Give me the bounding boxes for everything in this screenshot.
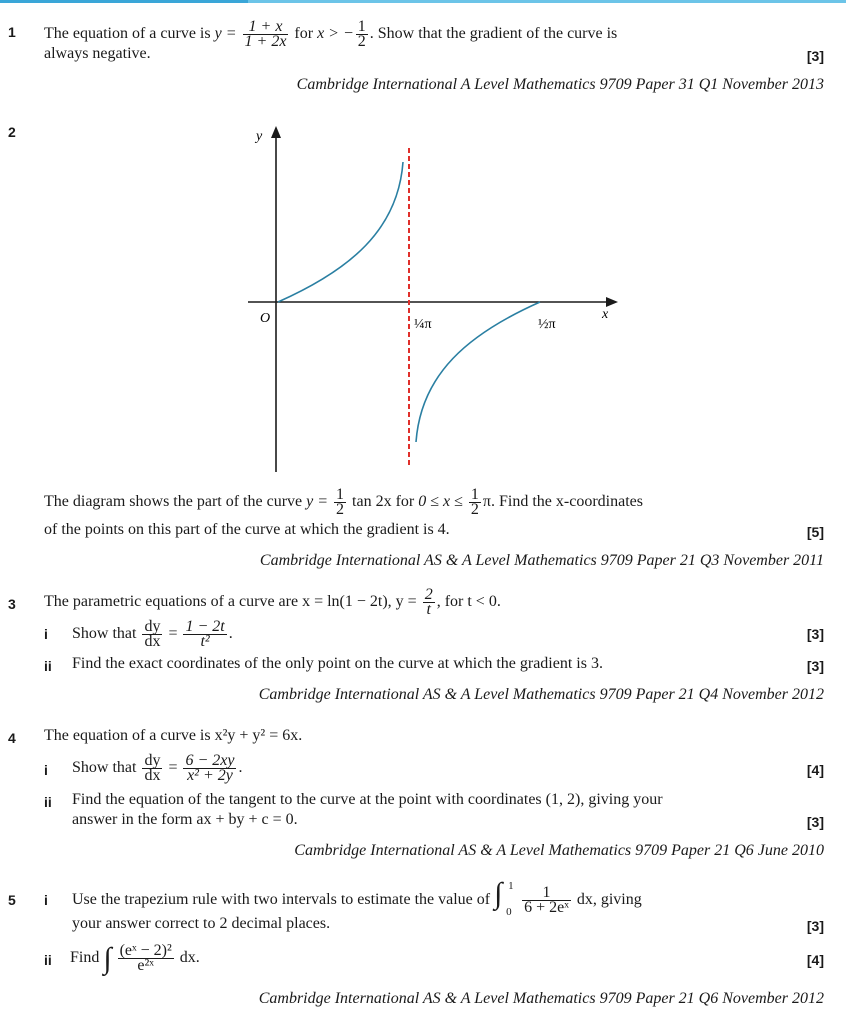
question-2-line-2: of the points on this part of the curve at which the gradient is 4.	[44, 521, 450, 538]
q1-statement: . Show that the gradient of the curve is	[369, 25, 618, 43]
q5-i-denominator: 6 + 2eˣ	[524, 899, 569, 916]
q5-i-text: Use the trapezium rule with two intervals to estimate the value of	[72, 891, 491, 909]
q3-i-fraction	[183, 620, 226, 649]
q2-half-denominator: 2	[336, 501, 345, 518]
question-4-part-ii-marks: [3]	[806, 814, 824, 830]
question-1-line-2: always negative.	[44, 45, 151, 62]
q5-i-dx: dx, giving	[576, 891, 642, 909]
curve-left-branch	[278, 162, 403, 302]
q2-tan: tan 2x	[352, 493, 392, 511]
question-3-part-i-label: i	[44, 626, 48, 642]
q5-i-fraction	[522, 886, 571, 915]
question-2-source: Cambridge International AS & A Level Mathematics 9709 Paper 21 Q3 November 2011	[259, 552, 824, 569]
q1-half-fraction	[356, 20, 368, 49]
question-3-line-1	[44, 588, 501, 617]
q4-i-equals: =	[168, 759, 178, 777]
q4-i-numerator: 6 − 2xy	[185, 752, 235, 769]
question-4-part-i	[72, 754, 242, 783]
question-4-number: 4	[8, 730, 16, 746]
q2-find-text: π. Find the x-coordinates	[482, 493, 643, 511]
question-5-part-ii-marks: [4]	[806, 952, 824, 968]
tick-label-quarter-pi: ¼π	[414, 317, 432, 332]
q1-intro: The equation of a curve is	[44, 25, 211, 43]
q4-i-fraction	[183, 754, 236, 783]
q1-fraction-numerator: 1 + x	[243, 20, 289, 35]
integral-symbol: ∫	[494, 876, 503, 910]
q1-half-denominator: 2	[357, 33, 366, 50]
q2-half-numerator: 1	[336, 486, 345, 503]
x-axis-label: x	[602, 307, 609, 322]
question-1-source: Cambridge International A Level Mathematics 9709 Paper 31 Q1 November 2013	[296, 76, 824, 93]
question-3-part-ii-label: ii	[44, 658, 52, 674]
question-5-part-i-line-2: your answer correct to 2 decimal places.	[72, 915, 331, 932]
q1-for: for	[294, 25, 314, 43]
q2-range: 0 ≤ x ≤	[418, 493, 463, 511]
integral-upper-limit: 1	[508, 879, 514, 892]
question-1-marks: [3]	[806, 48, 824, 64]
tick-label-half-pi: ½π	[538, 317, 556, 332]
q4-i-end: .	[238, 759, 243, 777]
q3-i-numerator: 1 − 2t	[185, 618, 225, 635]
x-axis-arrow	[606, 297, 618, 307]
question-1-number: 1	[8, 24, 16, 40]
q3-y-numerator: 2	[424, 586, 433, 603]
curve-right-branch	[416, 302, 540, 442]
q4-dydx	[142, 754, 162, 783]
question-4-part-i-marks: [4]	[806, 762, 824, 778]
q5-ii-denominator: e²ˣ	[137, 957, 154, 974]
question-2-number: 2	[8, 124, 16, 140]
question-3-source: Cambridge International AS & A Level Mathematics 9709 Paper 21 Q4 November 2012	[258, 686, 824, 703]
question-2-line-1	[44, 488, 643, 517]
q1-condition: x > −	[317, 25, 354, 43]
question-4-source: Cambridge International AS & A Level Mathematics 9709 Paper 21 Q6 June 2010	[294, 842, 824, 859]
question-3-part-ii: Find the exact coordinates of the only point on the curve at which the gradient is 3.	[72, 655, 603, 672]
q2-y-equals: y =	[306, 493, 329, 511]
question-5-part-ii	[70, 941, 200, 975]
q4-i-denominator: x² + 2y	[187, 767, 233, 784]
y-axis-arrow	[271, 126, 281, 138]
question-5-part-i-line-1	[72, 876, 642, 918]
q2-range-fraction	[469, 488, 481, 517]
q5-ii-text: Find	[70, 949, 100, 967]
q3-i-equals: =	[168, 625, 178, 643]
q3-dydx-numerator: dy	[144, 618, 161, 635]
question-3-part-ii-marks: [3]	[806, 658, 824, 674]
q2-half-fraction	[334, 488, 346, 517]
q5-ii-fraction	[118, 944, 174, 973]
question-5-part-i-label: i	[44, 892, 48, 908]
question-5-source: Cambridge International AS & A Level Mathematics 9709 Paper 21 Q6 November 2012	[258, 990, 824, 1007]
q3-dydx	[142, 620, 162, 649]
q4-i-text: Show that	[72, 759, 137, 777]
question-3-part-i	[72, 620, 233, 649]
question-5-number: 5	[8, 892, 16, 908]
question-4-part-ii-line-2: answer in the form ax + by + c = 0.	[72, 811, 298, 828]
q3-intro: The parametric equations of a curve are x = ln(1 − 2t), y =	[44, 593, 417, 611]
q4-dydx-numerator: dy	[144, 752, 161, 769]
q5-ii-dx: dx.	[179, 949, 200, 967]
q1-half-numerator: 1	[357, 18, 366, 35]
q5-ii-integral-symbol: ∫	[103, 941, 112, 975]
q5-integral-sign	[494, 876, 516, 918]
question-4-line-1: The equation of a curve is x²y + y² = 6x.	[44, 727, 303, 744]
question-5-part-i-marks: [3]	[806, 918, 824, 934]
q4-dydx-denominator: dx	[144, 767, 161, 784]
q3-i-text: Show that	[72, 625, 137, 643]
question-3-part-i-marks: [3]	[806, 626, 824, 642]
q2-intro: The diagram shows the part of the curve	[44, 493, 303, 511]
q3-y-fraction	[423, 588, 435, 617]
y-axis-label: y	[256, 129, 263, 144]
q2-range-denominator: 2	[470, 501, 479, 518]
q1-fraction-denominator: 1 + 2x	[244, 33, 287, 50]
top-accent-bar	[0, 0, 846, 3]
q3-y-denominator: t	[426, 601, 431, 618]
question-2-marks: [5]	[806, 524, 824, 540]
q1-fraction	[243, 20, 289, 49]
question-4-part-ii-label: ii	[44, 794, 52, 810]
question-3-number: 3	[8, 596, 16, 612]
q1-y-equals: y =	[214, 25, 237, 43]
q3-dydx-denominator: dx	[144, 633, 161, 650]
q3-condition: , for t < 0.	[436, 593, 501, 611]
integral-lower-limit: 0	[506, 905, 512, 918]
question-4-part-i-label: i	[44, 762, 48, 778]
question-5-part-ii-label: ii	[44, 952, 52, 968]
origin-label: O	[260, 311, 271, 326]
q3-i-denominator: t²	[200, 633, 210, 650]
q2-for: for	[395, 493, 415, 511]
top-accent-bar-highlight	[0, 0, 248, 3]
question-4-part-ii-line-1: Find the equation of the tangent to the curve at the point with coordinates (1, 2), giving your	[72, 791, 663, 808]
q3-i-end: .	[228, 625, 233, 643]
tan-curve-diagram	[240, 120, 630, 480]
q5-i-numerator: 1	[522, 886, 571, 901]
q5-ii-numerator: (eˣ − 2)²	[119, 942, 172, 959]
q2-range-numerator: 1	[470, 486, 479, 503]
